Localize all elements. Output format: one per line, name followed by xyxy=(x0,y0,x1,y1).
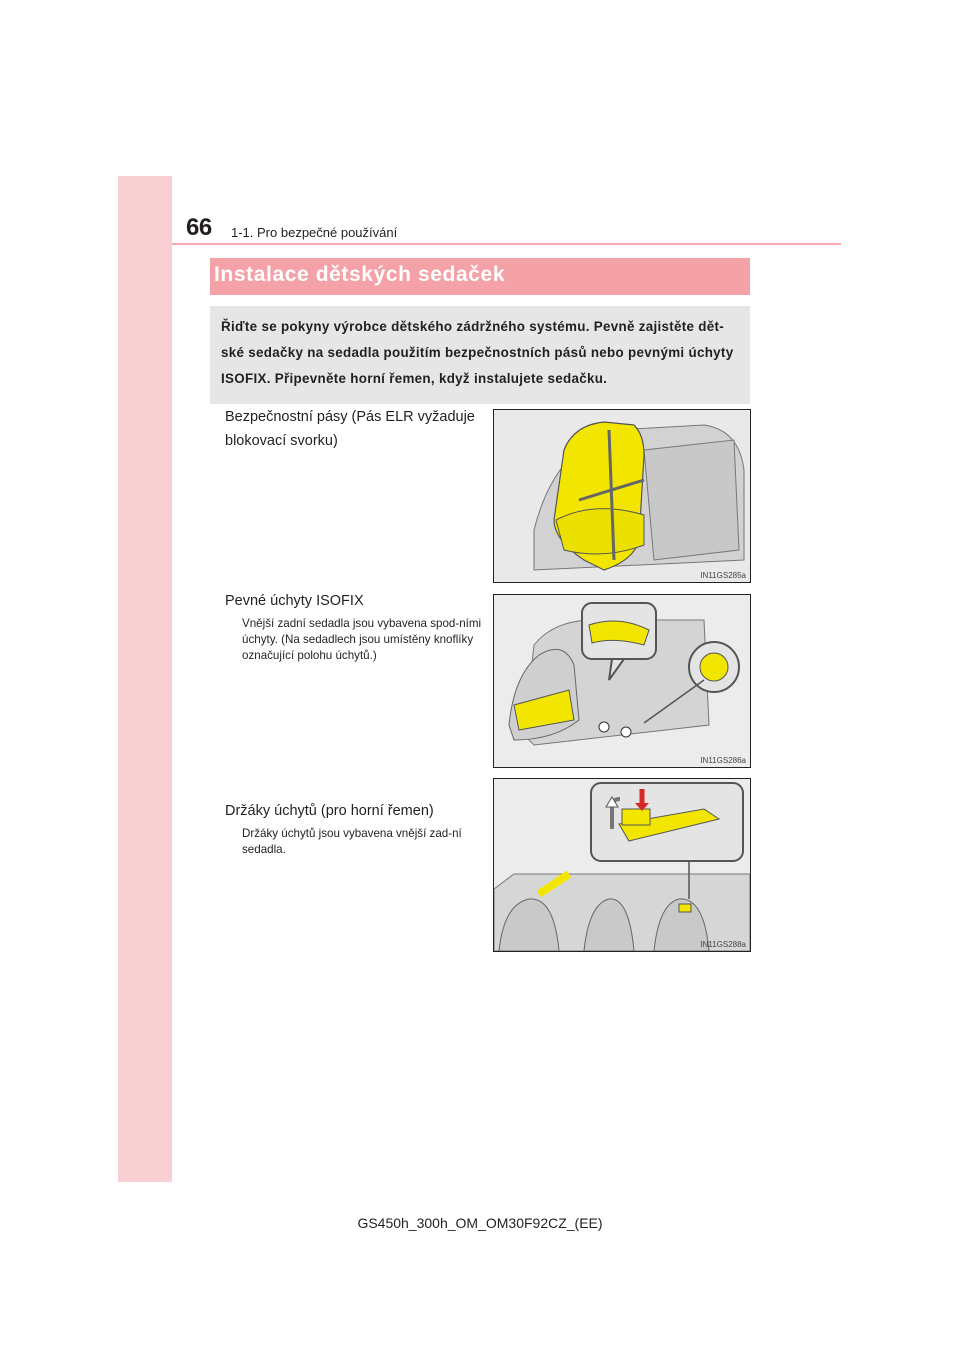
item-title-isofix: Pevné úchyty ISOFIX xyxy=(225,593,364,609)
page-heading: Instalace dětských sedaček xyxy=(214,263,506,286)
item-desc-anchor-brackets: Držáky úchytů jsou vybavena vnější zad-ní sedadla. xyxy=(242,827,462,856)
figure-isofix-anchors xyxy=(493,594,751,768)
figure-code: IN11GS288a xyxy=(700,940,746,949)
illustration-top-tether xyxy=(494,779,750,951)
item-desc-isofix: Vnější zadní sedadla jsou vybavena spod-ními úchyty. (Na sedadlech jsou umístěny knoflíky označující polohu úchytů.) xyxy=(242,617,482,662)
illustration-seat-belt xyxy=(494,410,750,582)
illustration-isofix xyxy=(494,595,750,767)
section-title: 1-1. Pro bezpečné používání xyxy=(231,225,398,240)
figure-code: IN11GS285a xyxy=(700,571,746,580)
figure-top-tether-anchors xyxy=(493,778,751,952)
header-divider xyxy=(172,243,841,245)
item-title-anchor-brackets: Držáky úchytů (pro horní řemen) xyxy=(225,803,434,819)
figure-seat-belt-install xyxy=(493,409,751,583)
intro-box: Řiďte se pokyny výrobce dětského zádržného systému. Pevně zajistěte dět-ské sedačky na sedadla použitím bezpečnostních pásů nebo pevnými úchyty ISOFIX. Připevněte horní řemen, když instalujete sedačku. xyxy=(210,306,750,404)
item-title-seat-belts: Bezpečnostní pásy (Pás ELR vyžaduje blokovací svorku) xyxy=(225,409,475,449)
page-number: 66 xyxy=(186,214,212,241)
figure-code: IN11GS286a xyxy=(700,756,746,765)
footer-doc-id: GS450h_300h_OM_OM30F92CZ_(EE) xyxy=(357,1215,603,1231)
side-tab xyxy=(118,176,172,1182)
